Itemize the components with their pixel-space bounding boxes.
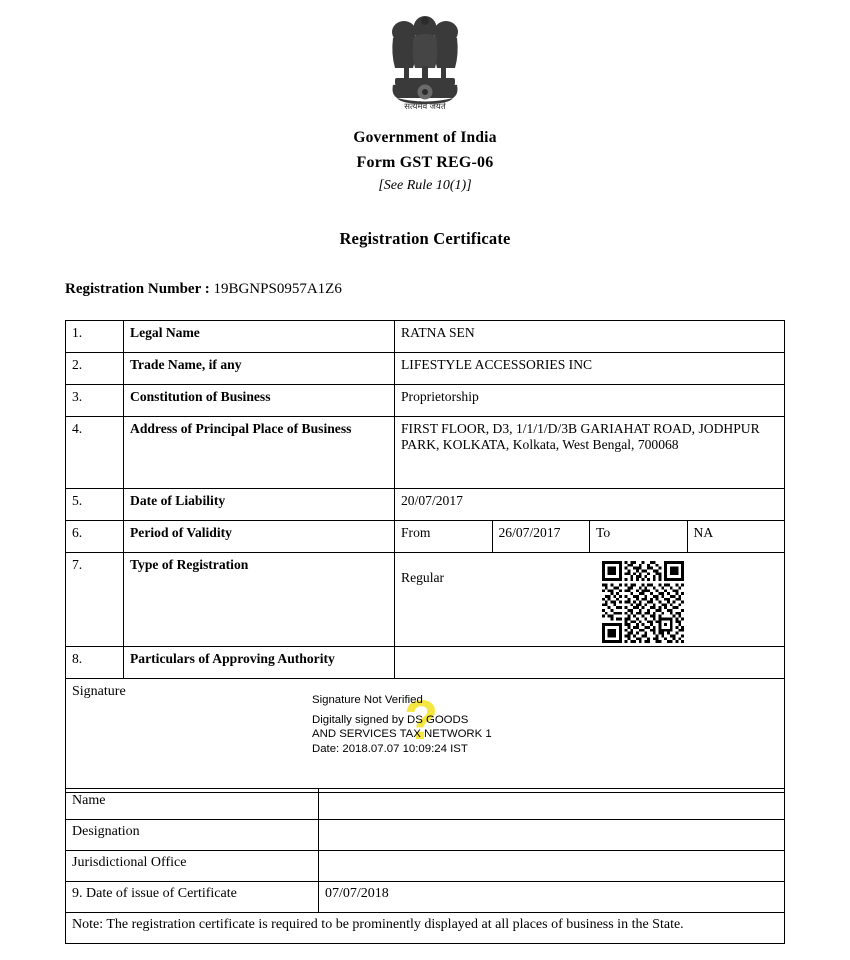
validity-to-label: To — [590, 521, 688, 553]
table-row — [66, 882, 785, 913]
row-label: Type of Registration — [124, 553, 395, 647]
signature-table — [65, 678, 785, 793]
approving-authority-table — [65, 788, 785, 944]
table-row — [66, 417, 785, 489]
row-serial: 2. — [66, 353, 124, 385]
row-value: Proprietorship — [395, 385, 785, 417]
note-text: Note: The registration certificate is required to be prominently displayed at all places of business in the State. — [66, 913, 785, 944]
row-serial: 1. — [66, 321, 124, 353]
row-value: 20/07/2017 — [395, 489, 785, 521]
row-value: FIRST FLOOR, D3, 1/1/1/D/3B GARIAHAT ROAD, JODHPUR PARK, KOLKATA, Kolkata, West Bengal, 700068 — [395, 417, 785, 489]
signature-signer-line-2: AND SERVICES TAX NETWORK 1 — [312, 728, 492, 741]
table-row — [66, 353, 785, 385]
signature-status: Signature Not Verified — [312, 694, 423, 706]
signature-row — [66, 679, 785, 793]
designation-value — [319, 820, 785, 851]
designation-label: Designation — [66, 820, 319, 851]
page-title: Registration Certificate — [339, 229, 511, 248]
registration-number — [65, 281, 342, 298]
row-serial: 7. — [66, 553, 124, 647]
date-of-issue-label: 9. Date of issue of Certificate — [66, 882, 319, 913]
registration-type-value: Regular — [401, 570, 445, 585]
row-serial: 4. — [66, 417, 124, 489]
header-government: Government of India — [353, 129, 497, 146]
table-row — [66, 521, 785, 553]
table-row — [66, 321, 785, 353]
row-label: Legal Name — [124, 321, 395, 353]
registration-number-label: Registration Number : — [65, 281, 210, 297]
row-label: Date of Liability — [124, 489, 395, 521]
svg-text:?: ? — [404, 689, 439, 747]
signature-date: Date: 2018.07.07 10:09:24 IST — [312, 742, 468, 755]
jurisdictional-office-value — [319, 851, 785, 882]
row-label: Period of Validity — [124, 521, 395, 553]
name-value — [319, 789, 785, 820]
row-serial: 3. — [66, 385, 124, 417]
table-row — [66, 647, 785, 679]
row-value — [395, 647, 785, 679]
row-serial: 8. — [66, 647, 124, 679]
registration-number-value: 19BGNPS0957A1Z6 — [213, 281, 342, 297]
header-rule-reference: [See Rule 10(1)] — [378, 178, 472, 193]
state-emblem-icon — [379, 6, 471, 110]
table-row — [66, 385, 785, 417]
qr-code-icon — [601, 561, 685, 643]
row-label: Constitution of Business — [124, 385, 395, 417]
emblem-container — [0, 6, 850, 115]
row-value: RATNA SEN — [395, 321, 785, 353]
row-label: Address of Principal Place of Business — [124, 417, 395, 489]
signature-details — [312, 693, 492, 756]
row-serial: 6. — [66, 521, 124, 553]
emblem-motto: सत्यमेव जयते — [404, 101, 446, 110]
signature-cell — [66, 679, 785, 793]
row-serial: 5. — [66, 489, 124, 521]
table-row — [66, 489, 785, 521]
table-row — [66, 789, 785, 820]
validity-to-value: NA — [687, 521, 785, 553]
validity-from-label: From — [395, 521, 493, 553]
table-row — [66, 820, 785, 851]
row-label: Particulars of Approving Authority — [124, 647, 395, 679]
note-row — [66, 913, 785, 944]
header-form-number: Form GST REG-06 — [356, 154, 494, 171]
jurisdictional-office-label: Jurisdictional Office — [66, 851, 319, 882]
name-label: Name — [66, 789, 319, 820]
signature-signer-line-1: Digitally signed by DS GOODS — [312, 713, 469, 726]
row-value: LIFESTYLE ACCESSORIES INC — [395, 353, 785, 385]
signature-label: Signature — [72, 684, 126, 699]
registration-details-table — [65, 320, 785, 679]
table-row — [66, 851, 785, 882]
row-label: Trade Name, if any — [124, 353, 395, 385]
date-of-issue-value: 07/07/2018 — [319, 882, 785, 913]
validity-from-value: 26/07/2017 — [492, 521, 590, 553]
table-row — [66, 553, 785, 647]
row-value-with-qr — [395, 553, 785, 647]
